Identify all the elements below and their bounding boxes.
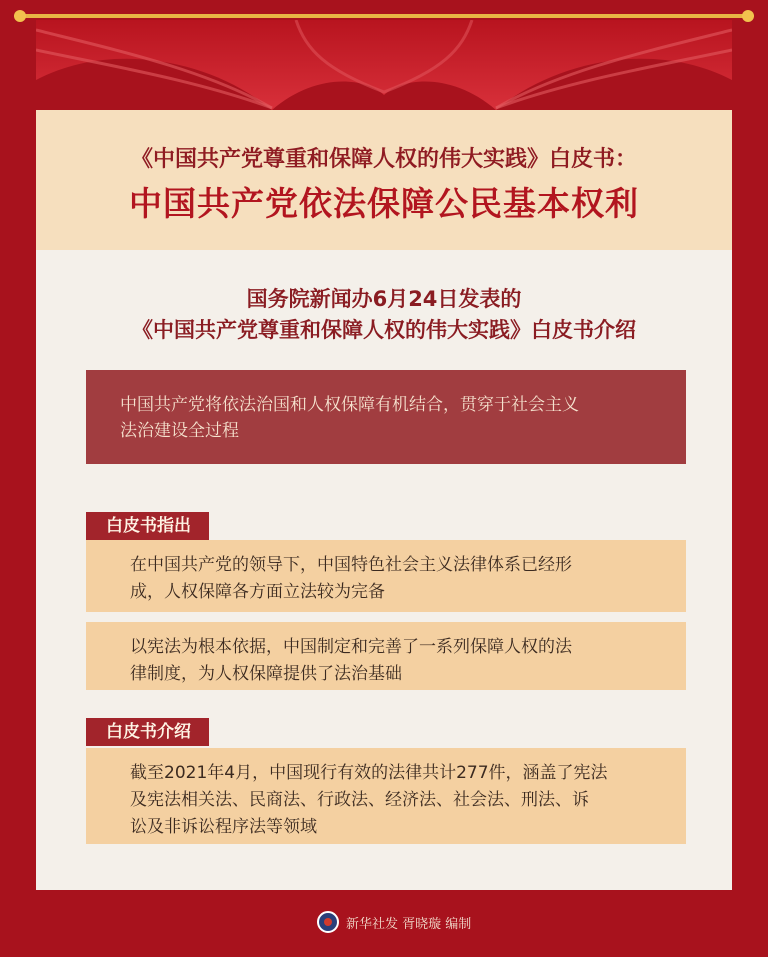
card-line: 截至2021年4月，中国现行有效的法律共计277件，涵盖了宪法 [130,763,608,783]
main-title: 中国共产党依法保障公民基本权利 [129,184,639,223]
content-card [86,622,686,690]
credit-text: 新华社发 胥晓璇 编制 [346,917,472,932]
card-line: 以宪法为根本依据，中国制定和完善了一系列保障人权的法 [130,637,572,657]
content-panel [36,250,732,890]
content-card [86,540,686,612]
intro-line: 《中国共产党尊重和保障人权的伟大实践》白皮书介绍 [132,318,636,342]
curtain-rod-bar [14,14,754,18]
footer [0,905,768,941]
card-line: 成，人权保障各方面立法较为完备 [130,582,385,602]
section-tag: 白皮书介绍 [86,718,209,746]
card-line: 在中国共产党的领导下，中国特色社会主义法律体系已经形 [130,555,572,575]
intro-text [36,284,732,346]
content-card [86,748,686,844]
curtain-rod-finial-left [14,10,26,22]
section-tag: 白皮书指出 [86,512,209,540]
curtain-rod-finial-right [742,10,754,22]
highlight-box [86,370,686,464]
title-header [36,110,732,250]
intro-line: 国务院新闻办6月24日发表的 [246,287,522,311]
card-line: 讼及非诉讼程序法等领域 [130,817,317,837]
pre-title: 《中国共产党尊重和保障人权的伟大实践》白皮书： [130,147,637,172]
xinhua-logo-icon [317,911,339,933]
highlight-line: 中国共产党将依法治国和人权保障有机结合，贯穿于社会主义 [120,395,579,415]
card-line: 及宪法相关法、民商法、行政法、经济法、社会法、刑法、诉 [130,790,589,810]
stage-curtain [36,20,732,130]
card-line: 律制度，为人权保障提供了法治基础 [130,664,402,684]
highlight-line: 法治建设全过程 [120,421,239,441]
